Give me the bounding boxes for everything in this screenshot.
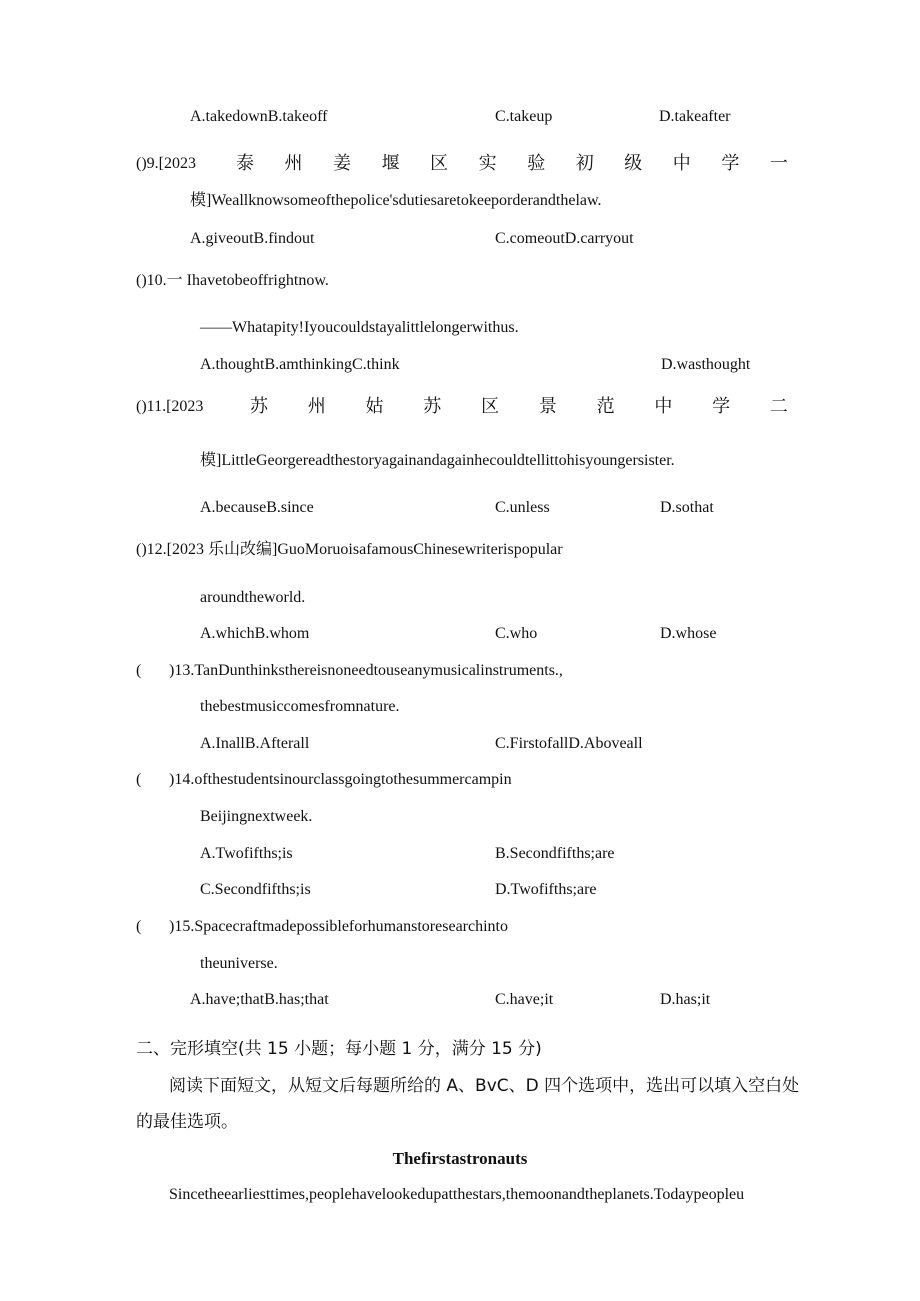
q9-option-cd: C.comeoutD.carryout (495, 230, 634, 247)
q9-char: 一 (769, 153, 788, 174)
q11-char: 范 (596, 396, 615, 417)
q10-stem: ()10.一 Ihavetobeoffrightnow. (136, 272, 329, 289)
q15-answer-paren: ( (136, 918, 142, 935)
q9-source (236, 154, 788, 174)
q11-stem: 模]LittleGeorgereadthestoryagainandagainhecouldtellittohisyoungersister. (200, 452, 675, 469)
q15-stem: )15.Spacecraftmadepossibleforhumanstoresearchinto (169, 918, 508, 935)
q10-option-d: D.wasthought (661, 356, 751, 373)
q9-char: 州 (284, 153, 303, 174)
passage-title: Thefirstastronauts (392, 1149, 528, 1168)
q14-stem-cont: Beijingnextweek. (200, 808, 313, 825)
q12-option-ab: A.whichB.whom (200, 625, 310, 642)
q9-stem: 模]Weallknowsomeofthepolice'sdutiesaretokeeporderandthelaw. (190, 192, 602, 209)
q11-number: ()11.[2023 (136, 398, 204, 415)
q12-option-d: D.whose (660, 625, 717, 642)
q10-reply: ——Whatapity!Iyoucouldstayalittlelongerwithus. (200, 319, 519, 336)
q11-option-ab: A.becauseB.since (200, 499, 314, 516)
q11-option-d: D.sothat (660, 499, 714, 516)
q9-char: 堰 (381, 153, 400, 174)
passage-paragraph: Sincetheearliesttimes,peoplehavelookedupatthestars,themoonandtheplanets.Todaypeopleu (169, 1186, 745, 1203)
q10-option-abc: A.thoughtB.amthinkingC.think (200, 356, 400, 373)
q11-option-c: C.unless (495, 499, 550, 516)
q9-char: 中 (672, 153, 691, 174)
q13-option-ab: A.InallB.Afterall (200, 735, 310, 752)
q13-stem-cont: thebestmusiccomesfromnature. (200, 698, 400, 715)
q15-stem-cont: theuniverse. (200, 955, 278, 972)
q13-stem: )13.TanDunthinksthereisnoneedtouseanymusicalinstruments., (169, 662, 563, 679)
q14-option-b: B.Secondfifths;are (495, 845, 615, 862)
q8-option-d: D.takeafter (659, 108, 731, 125)
q14-answer-paren: ( (136, 771, 142, 788)
q11-char: 区 (481, 396, 500, 417)
q11-char: 苏 (250, 396, 268, 417)
q11-char: 二 (769, 396, 788, 417)
q12-stem-cont: aroundtheworld. (200, 589, 306, 606)
q14-option-a: A.Twofifths;is (200, 845, 293, 862)
q9-char: 姜 (333, 153, 352, 174)
q11-char: 姑 (365, 396, 384, 417)
q8-option-ab: A.takedownB.takeoff (190, 108, 328, 125)
section-instructions-cont: 的最佳选项。 (136, 1112, 238, 1132)
q15-option-ab: A.have;thatB.has;that (190, 991, 329, 1008)
q9-option-ab: A.giveoutB.findout (190, 230, 315, 247)
q12-option-c: C.who (495, 625, 538, 642)
q11-char: 景 (538, 396, 557, 417)
q14-option-c: C.Secondfifths;is (200, 881, 311, 898)
q9-number: ()9.[2023 (136, 155, 196, 172)
q14-stem: )14.ofthestudentsinourclassgoingtothesummercampin (169, 771, 512, 788)
q11-char: 州 (307, 396, 326, 417)
q9-char: 初 (575, 153, 594, 174)
q9-char: 区 (430, 153, 449, 174)
section-instructions: 阅读下面短文，从短文后每题所给的 A、BvC、D 四个选项中，选出可以填入空白处 (169, 1076, 800, 1096)
q9-char: 验 (527, 153, 546, 174)
q9-char: 级 (624, 153, 643, 174)
q13-option-cd: C.FirstofallD.Aboveall (495, 735, 643, 752)
q12-stem: ()12.[2023 乐山改编]GuoMoruoisafamousChinesewriterispopular (136, 541, 563, 558)
q9-char: 实 (478, 153, 497, 174)
q15-option-d: D.has;it (660, 991, 711, 1008)
q13-answer-paren: ( (136, 662, 142, 679)
q8-option-c: C.takeup (495, 108, 553, 125)
q15-option-c: C.have;it (495, 991, 554, 1008)
q11-char: 学 (712, 396, 731, 417)
q9-char: 学 (721, 153, 740, 174)
q14-option-d: D.Twofifths;are (495, 881, 597, 898)
q11-char: 中 (654, 396, 673, 417)
q9-char: 泰 (236, 153, 254, 174)
q11-char: 苏 (423, 396, 442, 417)
q11-source (250, 397, 788, 417)
section-heading: 二、完形填空(共 15 小题；每小题 1 分，满分 15 分) (136, 1039, 542, 1059)
